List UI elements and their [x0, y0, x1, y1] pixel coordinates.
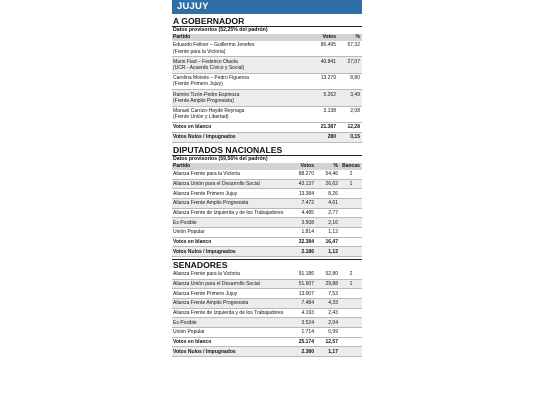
candidate-front: (UCR - Acuerdo Cívico y Social): [173, 65, 245, 72]
totals-row: [172, 338, 362, 348]
table-row: [172, 218, 362, 228]
gobernador-title: A GOBERNADOR: [173, 16, 245, 26]
diputados-section: [172, 145, 362, 257]
percent-cell: 0,99: [328, 329, 338, 336]
totals-label: Votos en blanco: [173, 338, 212, 345]
totals-label: Votos en blanco: [173, 238, 212, 245]
votes-cell: 3.508: [301, 219, 314, 226]
party-cell: Alianza Frente Primero Jujuy: [173, 290, 238, 297]
results-panel: [172, 0, 362, 405]
percent-cell: 4,61: [328, 200, 338, 207]
party-cell: Alianza Frente de Izquierda y de los Trabajadores: [173, 309, 284, 316]
percent-cell: 12,57: [325, 338, 338, 345]
percent-cell: 2,16: [328, 219, 338, 226]
table-row: [172, 299, 362, 309]
votes-cell: 51.607: [298, 280, 314, 287]
percent-cell: 27,07: [347, 58, 360, 65]
candidate-cell: [173, 59, 306, 72]
percent-cell: 3,49: [350, 91, 360, 98]
table-row: [172, 280, 362, 290]
votes-cell: 2.186: [301, 248, 314, 255]
table-row: [172, 189, 362, 199]
percent-cell: 1,17: [328, 348, 338, 355]
percent-cell: 52,80: [325, 271, 338, 278]
party-cell: Es Posible: [173, 319, 197, 326]
votes-cell: 4.485: [301, 209, 314, 216]
candidate-names: Manuel Carrizo-Haydé Reynaga: [173, 107, 245, 114]
party-cell: Alianza Unión para el Desarrollo Social: [173, 280, 260, 287]
votes-cell: 1.714: [301, 329, 314, 336]
table-row: [172, 318, 362, 328]
percent-cell: 29,88: [325, 280, 338, 287]
percent-cell: 26,62: [325, 180, 338, 187]
seats-cell: 2: [349, 271, 353, 278]
votes-cell: 3.524: [301, 319, 314, 326]
diputados-header-row: [172, 163, 362, 170]
totals-row: [172, 247, 362, 257]
table-row: [172, 107, 362, 123]
candidate-front: (Frente Primero Jujuy): [173, 81, 223, 88]
votes-cell: 13.007: [298, 290, 314, 297]
col-votos: Votos: [322, 34, 336, 40]
totals-row: [172, 238, 362, 248]
percent-cell: 2,77: [328, 209, 338, 216]
party-cell: Unión Popular: [173, 229, 205, 236]
col-partido: Partido: [173, 34, 191, 40]
senadores-section: [172, 259, 362, 357]
table-row: [172, 170, 362, 180]
votes-cell: 88.270: [298, 171, 314, 178]
table-row: [172, 180, 362, 190]
candidate-cell: [173, 42, 306, 55]
table-row: [172, 199, 362, 209]
candidate-front: (Frente Amplio Progresista): [173, 97, 234, 104]
col-votos: Votos: [300, 163, 314, 170]
votes-cell: 21.387: [320, 124, 336, 131]
totals-row: [172, 123, 362, 133]
table-row: [172, 74, 362, 90]
candidate-names: Mario Fiad – Federico Otaola: [173, 58, 238, 65]
table-row: [172, 289, 362, 299]
col-pct: %: [355, 34, 360, 40]
percent-cell: 8,26: [328, 190, 338, 197]
percent-cell: 2,04: [328, 319, 338, 326]
percent-cell: 12,28: [347, 124, 360, 131]
table-row: [172, 41, 362, 57]
votes-cell: 32.384: [298, 238, 314, 245]
col-bancas: Bancas: [342, 163, 360, 170]
percent-cell: 54,46: [325, 171, 338, 178]
votes-cell: 5.262: [323, 91, 336, 98]
percent-cell: 7,53: [328, 290, 338, 297]
votes-cell: 13.384: [298, 190, 314, 197]
votes-cell: 1.814: [301, 229, 314, 236]
gobernador-section: [172, 16, 362, 143]
table-row: [172, 270, 362, 280]
table-row: [172, 309, 362, 319]
diputados-subtitle: Datos provisorios (59,56% del padrón): [172, 155, 362, 163]
totals-label: Votos Nulos / Impugnados: [173, 348, 236, 355]
party-cell: Alianza Frente para la Victoria: [173, 171, 240, 178]
percent-cell: 2,43: [328, 309, 338, 316]
candidate-cell: [173, 108, 306, 121]
percent-cell: 1,12: [328, 248, 338, 255]
col-pct: %: [333, 163, 338, 170]
votes-cell: 43.137: [298, 180, 314, 187]
party-cell: Unión Popular: [173, 329, 205, 336]
votes-cell: 13.279: [320, 75, 336, 82]
candidate-names: Eduardo Fellner – Guillermo Jenefes: [173, 42, 255, 49]
votes-cell: 3.138: [323, 107, 336, 114]
votes-cell: 280: [327, 134, 336, 141]
diputados-title: DIPUTADOS NACIONALES: [173, 145, 283, 156]
party-cell: Es Posible: [173, 219, 197, 226]
votes-cell: 4.193: [301, 309, 314, 316]
totals-row: [172, 133, 362, 143]
votes-cell: 25.174: [298, 338, 314, 345]
table-row: [172, 90, 362, 106]
party-cell: Alianza Frente para la Victoria: [173, 271, 240, 278]
seats-cell: 2: [349, 171, 353, 178]
table-row: [172, 228, 362, 238]
votes-cell: 91.186: [298, 271, 314, 278]
percent-cell: 57,32: [347, 42, 360, 49]
percent-cell: 0,15: [350, 134, 360, 141]
candidate-cell: [173, 75, 306, 88]
seats-cell: 1: [349, 280, 353, 287]
candidate-names: Ramiro Tizón-Pedro Espinoza: [173, 91, 240, 98]
province-banner: JUJUY: [172, 0, 362, 14]
candidate-front: (Frente Unión y Libertad): [173, 114, 229, 121]
candidate-cell: [173, 92, 306, 105]
percent-cell: 8,80: [350, 75, 360, 82]
totals-row: [172, 347, 362, 357]
senadores-title: SENADORES: [172, 259, 362, 270]
votes-cell: 7.472: [301, 200, 314, 207]
percent-cell: 16,47: [325, 238, 338, 245]
totals-label: Votos en blanco: [173, 124, 212, 131]
percent-cell: 4,33: [328, 300, 338, 307]
totals-label: Votos Nulos / Impugnados: [173, 134, 236, 141]
candidate-front: (Frente para la Victoria): [173, 48, 226, 55]
party-cell: Alianza Unión para el Desarrollo Social: [173, 180, 260, 187]
seats-cell: 1: [349, 180, 353, 187]
gobernador-header-row: [172, 34, 362, 41]
candidate-names: Carolina Moisés – Pedro Figueroa: [173, 75, 249, 82]
table-row: [172, 57, 362, 73]
percent-cell: 1,12: [328, 229, 338, 236]
col-partido: Partido: [173, 163, 191, 170]
table-row: [172, 328, 362, 338]
party-cell: Alianza Frente Amplio Progresista: [173, 300, 249, 307]
votes-cell: 86.495: [320, 42, 336, 49]
table-row: [172, 209, 362, 219]
percent-cell: 2,08: [350, 107, 360, 114]
party-cell: Alianza Frente de Izquierda y de los Trabajadores: [173, 209, 284, 216]
party-cell: Alianza Frente Amplio Progresista: [173, 200, 249, 207]
votes-cell: 7.484: [301, 300, 314, 307]
party-cell: Alianza Frente Primero Jujuy: [173, 190, 238, 197]
votes-cell: 2.380: [301, 348, 314, 355]
totals-label: Votos Nulos / Impugnados: [173, 248, 236, 255]
gobernador-subtitle: Datos provisorios (52,25% del padrón): [172, 26, 362, 34]
votes-cell: 40.841: [320, 58, 336, 65]
